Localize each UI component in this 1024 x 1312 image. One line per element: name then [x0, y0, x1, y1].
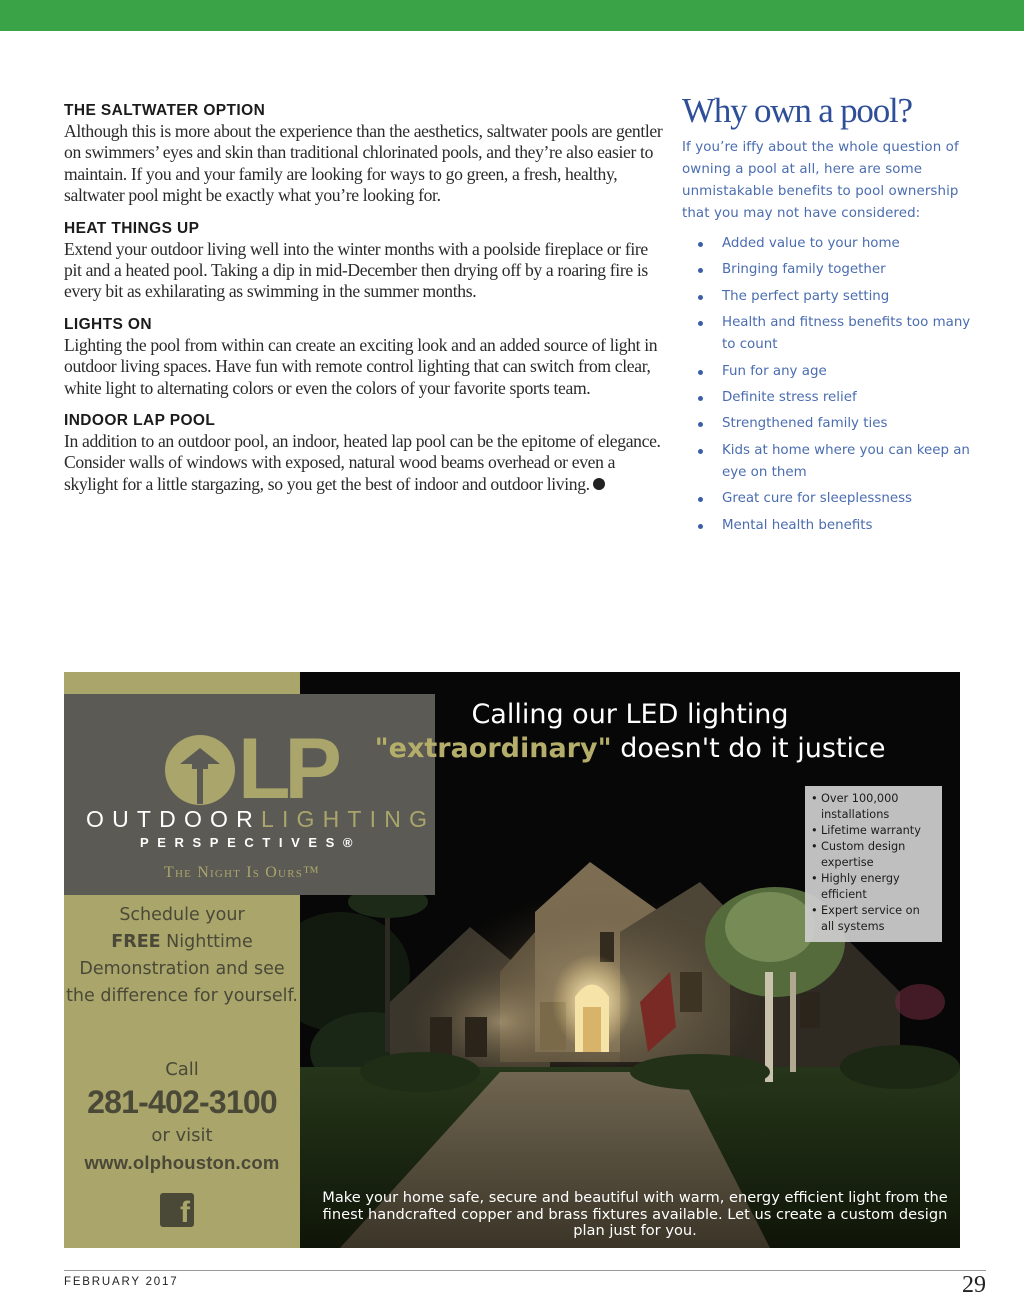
section-body: Lighting the pool from within can create an exciting look and an added source of light in outdoor living spaces. Have fun with remote control lighting that can switch from clear, white light to alternating colors or even the colors of your favorite sports team. — [64, 334, 658, 398]
headline-rest: doesn't do it justice — [611, 733, 886, 764]
schedule-post: Nighttime Demonstration and see the difference for yourself. — [66, 932, 298, 1006]
bullet-icon — [698, 370, 703, 375]
section-body: In addition to an outdoor pool, an indoor, heated lap pool can be the epitome of elegance. Consider walls of windows with exposed, natural wood beams overhead or even a skylight for a little stargazing, so you get the best of indoor and outdoor living. — [64, 431, 661, 494]
headline-accent: "extraordinary" — [374, 733, 612, 764]
bullet-icon — [698, 321, 703, 326]
article-section — [64, 219, 664, 303]
facebook-icon[interactable]: f — [160, 1193, 194, 1227]
bullet-icon — [698, 295, 703, 300]
bullet-icon — [698, 524, 703, 529]
olp-advertisement — [64, 672, 960, 1248]
section-heading: HEAT THINGS UP — [64, 219, 200, 237]
article-section — [64, 411, 664, 495]
list-item — [682, 259, 982, 281]
list-item-text: Health and fitness benefits too many to count — [722, 315, 971, 353]
sidebar-why-own-a-pool — [682, 90, 982, 541]
features-box — [805, 786, 942, 942]
feature-item: • Lifetime warranty — [811, 823, 936, 839]
list-item — [682, 515, 982, 537]
list-item — [682, 361, 982, 383]
lamp-post-icon — [164, 734, 236, 806]
ad-bottom-text: Make your home safe, secure and beautiful with warm, energy efficient light from the finest handcrafted copper and brass fixtures available. Let us create a custom design plan just for you. — [322, 1189, 948, 1239]
website-link[interactable]: www.olphouston.com — [84, 1152, 280, 1173]
feature-item: • Highly energy efficient — [811, 871, 936, 903]
section-body: Extend your outdoor living well into the winter months with a poolside fireplace or fire pit and a heated pool. Taking a dip in mid-December then drying off by a roaring fire is every bit as exhilarating as swimming in the summer months. — [64, 238, 648, 302]
list-item — [682, 440, 982, 484]
sidebar-intro: If you’re iffy about the whole question of owning a pool at all, here are some unmistakable benefits to pool ownership that you may not have considered: — [682, 140, 959, 221]
brand-name — [86, 805, 435, 833]
list-item-text: Kids at home where you can keep an eye on them — [722, 442, 970, 480]
logo-letters: LP — [238, 721, 336, 817]
headline-line1: Calling our LED lighting — [471, 699, 789, 730]
section-heading: LIGHTS ON — [64, 315, 152, 333]
bullet-icon — [698, 268, 703, 273]
or-visit-label: or visit — [151, 1125, 213, 1146]
section-body-wrap — [64, 431, 664, 495]
headline-line2 — [300, 732, 960, 766]
footer-divider — [64, 1270, 986, 1271]
brand-tagline: The Night Is Ours™ — [164, 864, 320, 881]
bullet-icon — [698, 242, 703, 247]
brand-word-outdoor: OUTDOOR — [86, 806, 261, 832]
list-item — [682, 233, 982, 255]
list-item-text: Great cure for sleeplessness — [722, 491, 913, 507]
article-section — [64, 315, 664, 399]
benefits-list — [682, 233, 982, 537]
list-item — [682, 413, 982, 435]
list-item — [682, 312, 982, 356]
section-heading: INDOOR LAP POOL — [64, 412, 216, 430]
section-body: Although this is more about the experience than the aesthetics, saltwater pools are gentler on swimmers’ eyes and skin than traditional chlorinated pools, and they’re also easier to maintain. If you and your family are looking for ways to go green, a fresh, healthy, saltwater pool might be exactly what you’re looking for. — [64, 121, 663, 206]
list-item-text: The perfect party setting — [722, 288, 890, 304]
list-item-text: Fun for any age — [722, 363, 827, 379]
section-heading: THE SALTWATER OPTION — [64, 102, 266, 119]
list-item-text: Mental health benefits — [722, 517, 873, 533]
page-number: 29 — [962, 1272, 986, 1298]
list-item — [682, 387, 982, 409]
bullet-icon — [698, 396, 703, 401]
ad-headline — [300, 698, 960, 766]
list-item-text: Bringing family together — [722, 262, 886, 278]
end-mark-icon — [593, 478, 605, 490]
list-item-text: Added value to your home — [722, 236, 900, 251]
brand-subtitle: PERSPECTIVES® — [140, 835, 362, 850]
feature-item: • Over 100,000 installations — [811, 791, 936, 823]
brand-word-lighting: LIGHTING — [260, 806, 436, 832]
list-item — [682, 488, 982, 510]
footer-date: FEBRUARY 2017 — [64, 1276, 179, 1288]
phone-number[interactable]: 281-402-3100 — [87, 1084, 277, 1120]
schedule-free: FREE — [111, 932, 161, 952]
article-section — [64, 101, 664, 207]
bullet-icon — [698, 497, 703, 502]
sidebar-title: Why own a pool? — [682, 91, 912, 130]
list-item-text: Strengthened family ties — [722, 416, 888, 432]
call-label: Call — [165, 1059, 199, 1080]
top-color-bar — [0, 0, 1024, 31]
bullet-icon — [698, 422, 703, 427]
bullet-icon — [698, 449, 703, 454]
list-item — [682, 286, 982, 308]
feature-item: • Custom design expertise — [811, 839, 936, 871]
article-column — [64, 101, 664, 507]
schedule-text — [64, 902, 300, 1010]
feature-item: • Expert service on all systems — [811, 903, 936, 935]
schedule-pre: Schedule your — [119, 905, 245, 925]
list-item-text: Definite stress relief — [722, 389, 857, 405]
